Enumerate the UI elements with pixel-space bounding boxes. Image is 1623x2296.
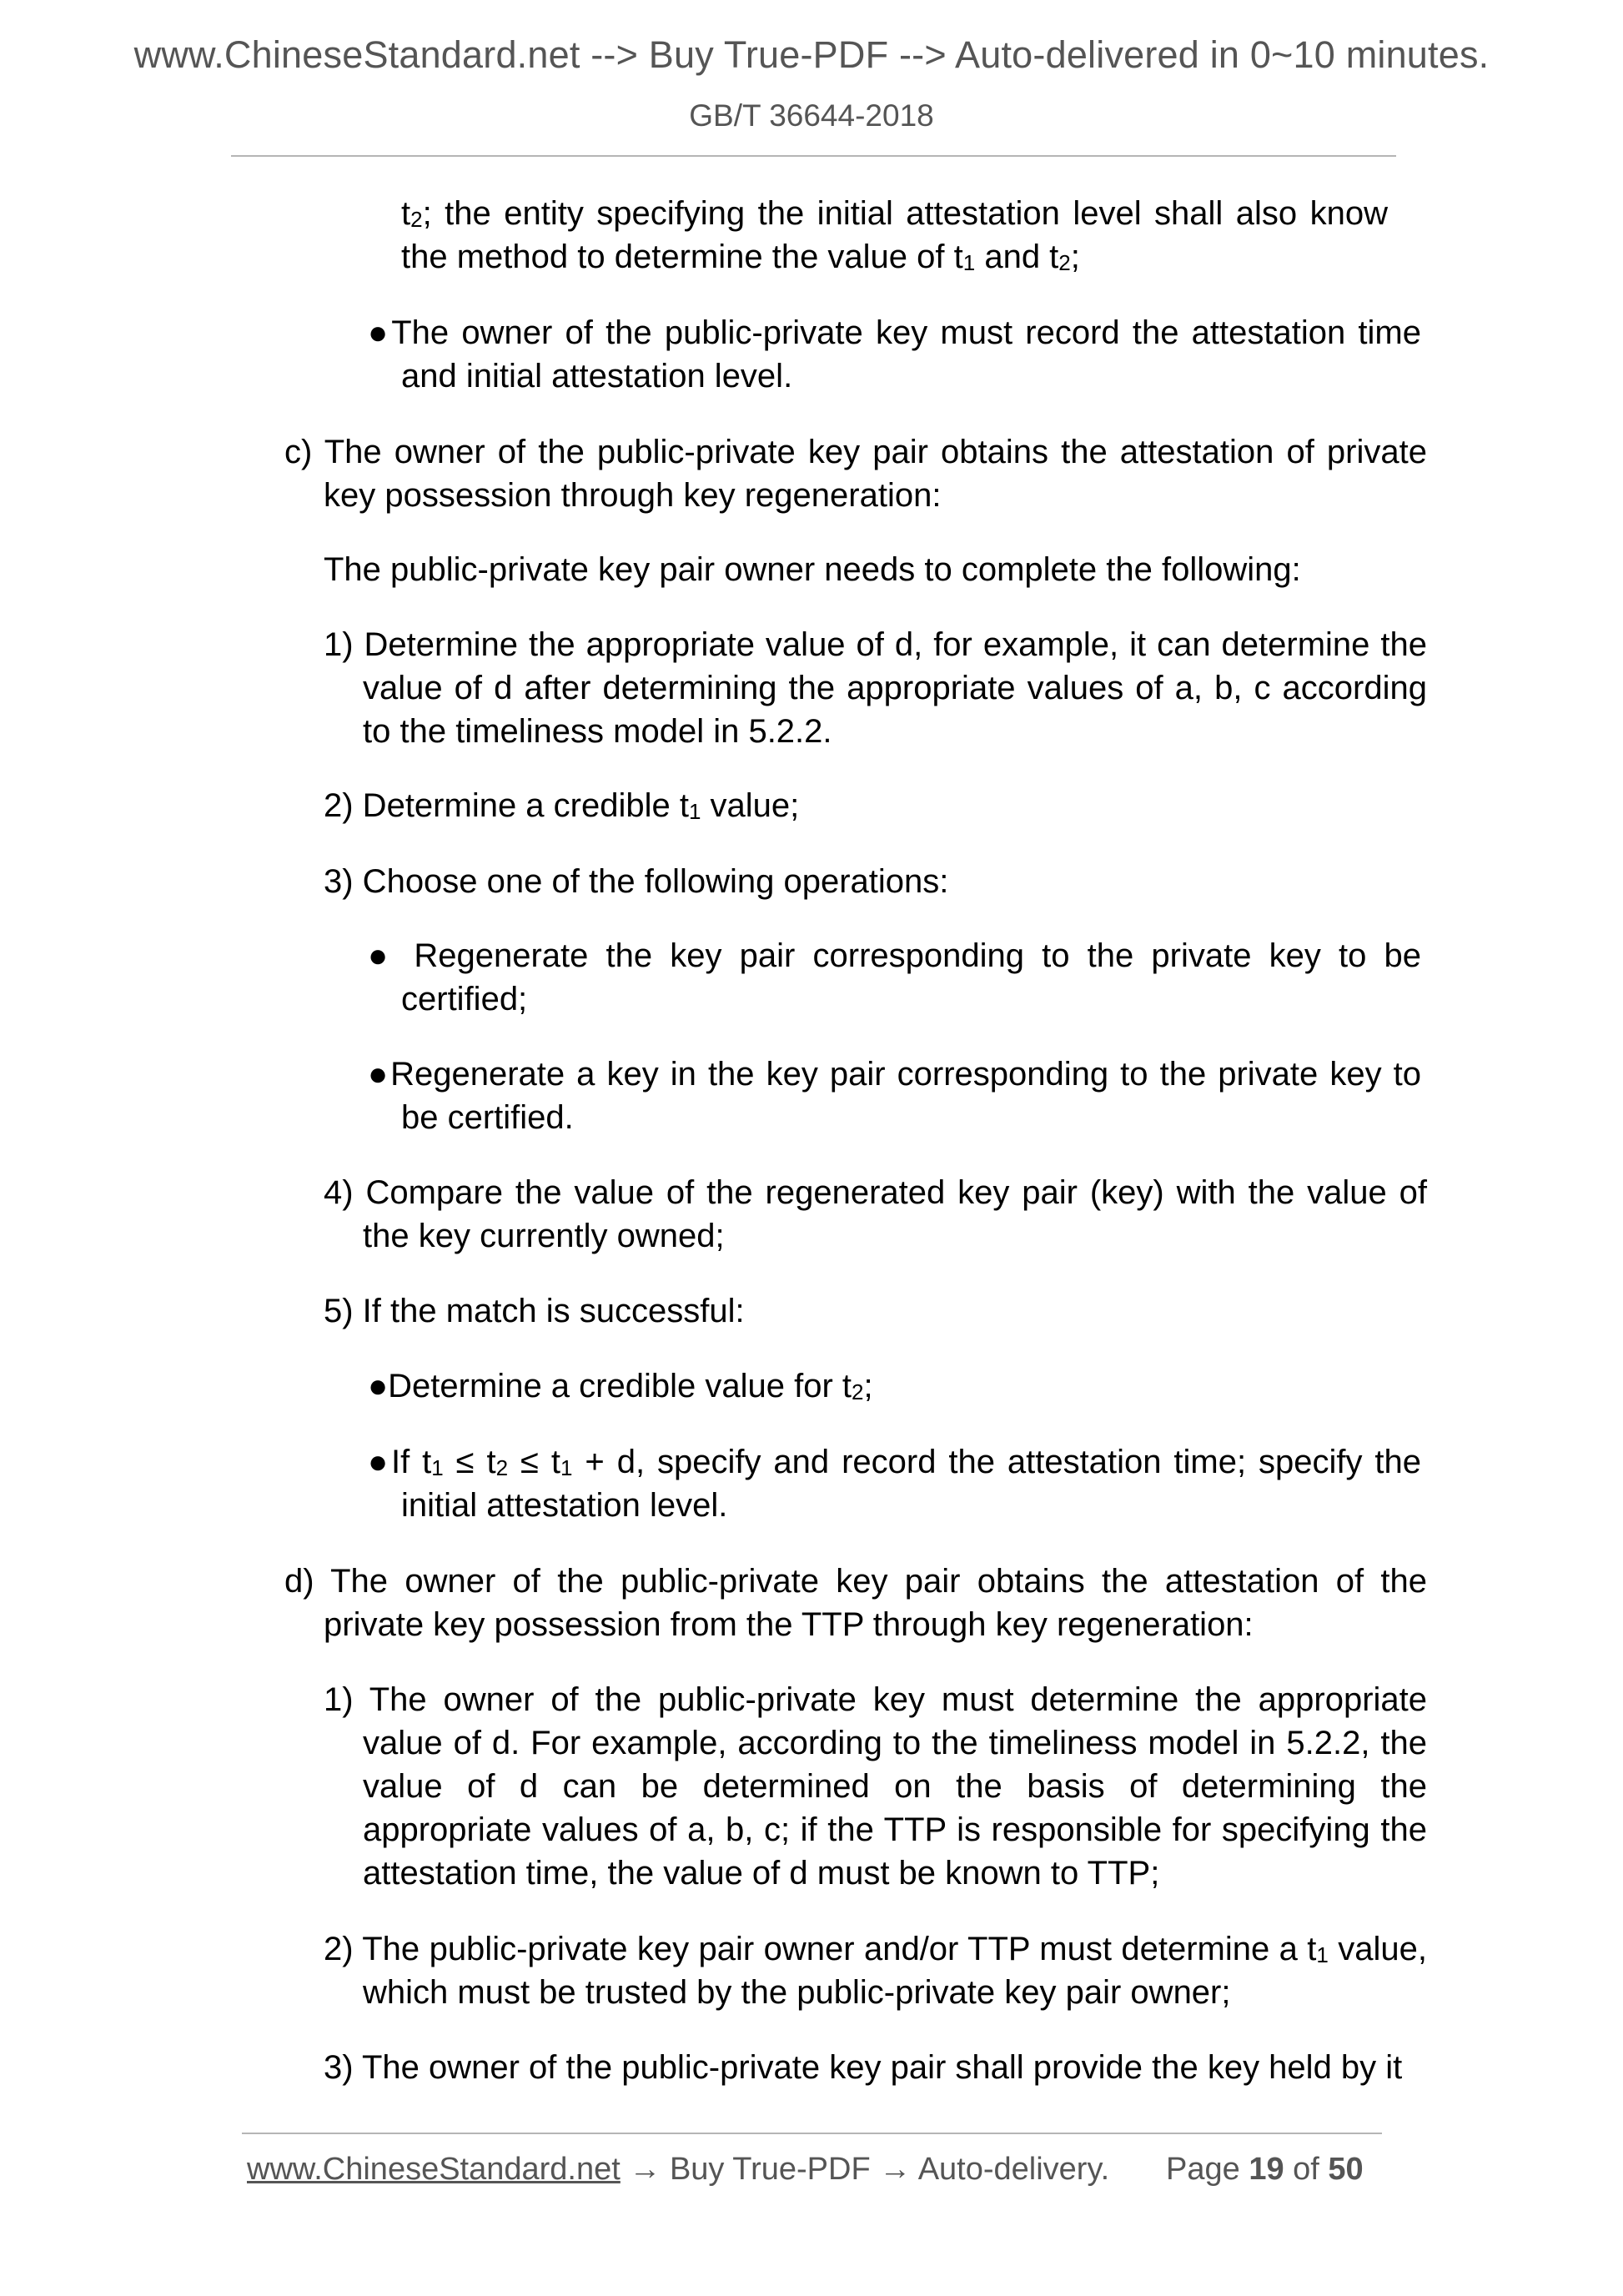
bullet-if-condition: ●If $t_1 \le t_2 \le t_1 + d$, specify and record the attestation time; specify the initial attestation level. [368, 1444, 1422, 1524]
top-banner: www.ChineseStandard.net --> Buy True-PDF --> Auto-delivered in 0~10 minutes. [133, 33, 1490, 76]
paragraph-continuation: $t_2$; the entity specifying the initial attestation level shall also know the method to determine the value of $t_1$ and $t_2$; [401, 195, 1388, 275]
step-1-determine-d: 1) Determine the appropriate value of d, for example, it can determine the value of d after determining the appropriate values of a, b, c according to the timeliness model in 5.2.2. [324, 626, 1427, 750]
page-indicator: Page 19 of 50 [1166, 2152, 1364, 2187]
footer-divider [242, 2133, 1382, 2134]
footer-site-link[interactable]: www.ChineseStandard.net [247, 2152, 621, 2187]
d-step-1: 1) The owner of the public-private key must determine the appropriate value of d. For example, according to the timeliness model in 5.2.2, the value of d can be determined on the basis of determining the appropriate values of a, b, c; if the TTP is responsible for specifying the attestation time, the value of d must be known to TTP; [324, 1681, 1427, 1892]
bullet-item-record-attestation: ●The owner of the public-private key must record the attestation time and initial attestation level. [368, 314, 1421, 394]
bullet-regenerate-key: ●Regenerate a key in the key pair corresponding to the private key to be certified. [368, 1056, 1421, 1136]
footer-purchase-line [247, 2152, 1109, 2188]
d-step-2: 2) The public-private key pair owner and/or TTP must determine a $t_1$ value, which must be trusted by the public-private key pair owner; [324, 1931, 1427, 2011]
step-2-determine-t1: 2) Determine a credible $t_1$ value; [324, 787, 800, 824]
total-pages: 50 [1328, 2152, 1364, 2187]
bullet-dot: ● [368, 1056, 391, 1093]
footer-purchase-text: → Buy True-PDF → Auto-delivery. [620, 2152, 1110, 2187]
bullet-determine-t2: ●Determine a credible value for $t_2$; [368, 1368, 873, 1404]
current-page: 19 [1249, 2152, 1284, 2187]
list-item-d: d) The owner of the public-private key pair obtains the attestation of the private key possession from the TTP through key regeneration: [284, 1563, 1427, 1643]
bullet-regenerate-pair: ● Regenerate the key pair corresponding to the private key to be certified; [368, 937, 1422, 1017]
paragraph-intro: The public-private key pair owner needs to complete the following: [324, 551, 1301, 588]
bullet-dot: ● [368, 1368, 389, 1404]
step-4-compare: 4) Compare the value of the regenerated key pair (key) with the value of the key currently owned; [324, 1174, 1427, 1254]
d-step-3: 3) The owner of the public-private key pair shall provide the key held by it [324, 2049, 1403, 2086]
step-3-choose-operation: 3) Choose one of the following operations: [324, 863, 949, 900]
list-item-c: c) The owner of the public-private key pair obtains the attestation of private key possession through key regeneration: [284, 434, 1427, 514]
step-5-if-match: 5) If the match is successful: [324, 1293, 745, 1329]
bullet-dot: ● [368, 937, 397, 974]
bullet-dot: ● [368, 1444, 391, 1480]
bullet-dot: ● [368, 314, 392, 351]
document-code: GB/T 36644-2018 [689, 98, 934, 133]
header-divider [231, 155, 1396, 157]
